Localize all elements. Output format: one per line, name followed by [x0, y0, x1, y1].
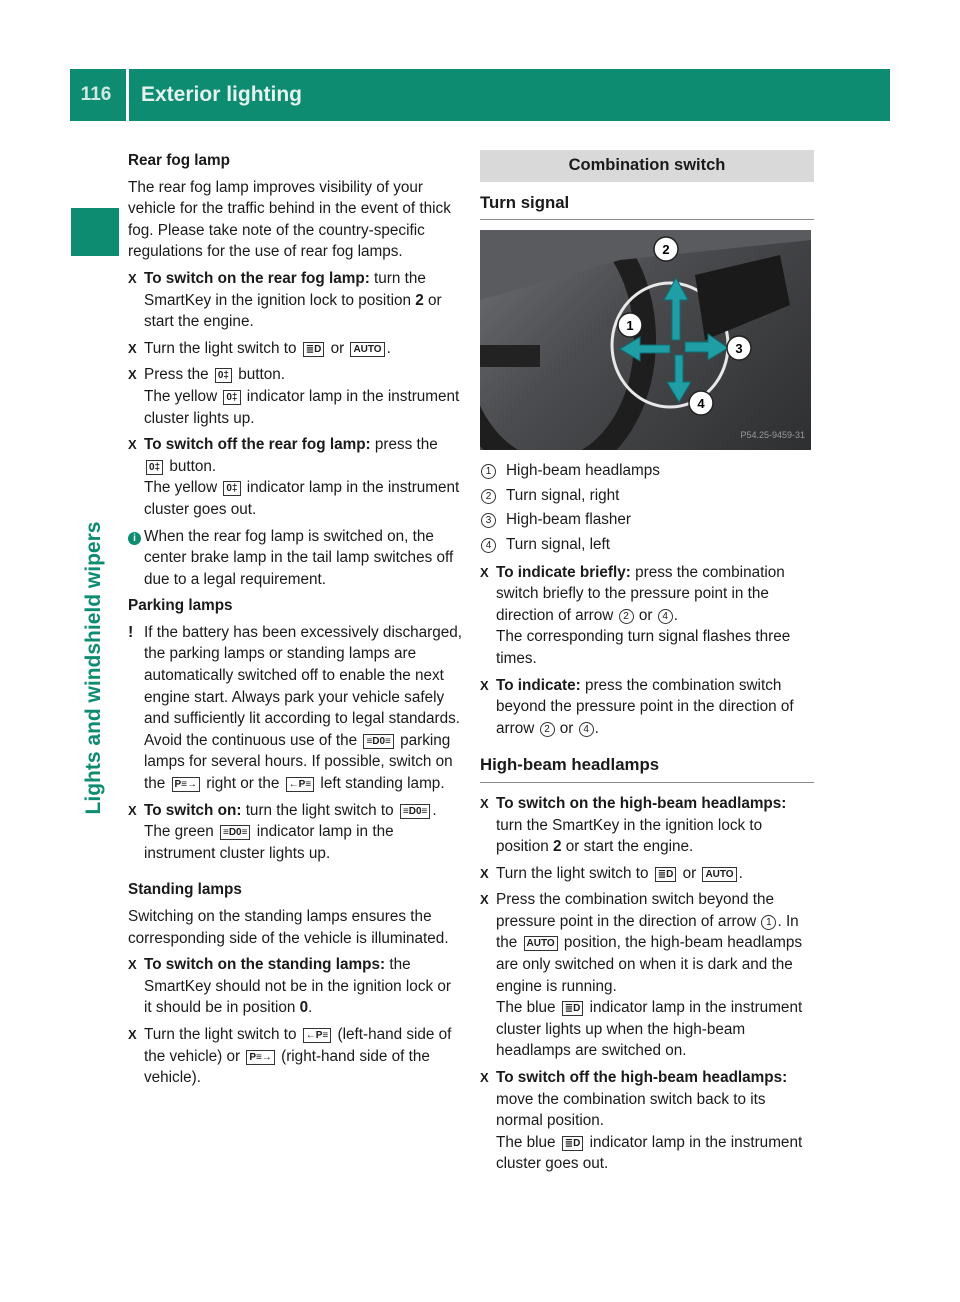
step-marker: X — [128, 270, 137, 286]
combination-switch-photo — [480, 230, 811, 450]
legend-item: 1 High-beam headlamps — [480, 460, 814, 482]
legend-item: 2 Turn signal, right — [480, 485, 814, 507]
combination-switch-illustration — [480, 230, 811, 450]
standing-intro: Switching on the standing lamps ensures the corresponding side of the vehicle is illuminated. — [128, 908, 449, 947]
parking-lamp-icon: ≡D0≡ — [220, 825, 250, 840]
step-marker: X — [480, 892, 489, 908]
standing-heading: Standing lamps — [128, 881, 242, 899]
rear-fog-heading: Rear fog lamp — [128, 152, 230, 169]
side-tab-label: Lights and windshield wipers — [82, 521, 105, 815]
indicate-briefly-step: X To indicate briefly: press the combination switch briefly to the pressure point in the direction of arrow 2 or 4 . The corresponding turn signal flashes three times. — [480, 563, 791, 667]
high-beam-icon: ≣D — [562, 1136, 584, 1151]
rear-fog-step-3: X Press the 0‡ button. The yellow 0‡ indicator lamp in the instrument cluster lights up. — [128, 366, 460, 427]
rear-fog-step-1: X To switch on the rear fog lamp: turn the SmartKey in the ignition lock to position 2 or start the engine. — [128, 269, 442, 331]
legend-item: 3 High-beam flasher — [480, 509, 814, 531]
rear-fog-icon: 0‡ — [223, 390, 240, 405]
left-standing-lamp-icon: ←P≡ — [286, 777, 315, 792]
auto-icon: AUTO — [350, 342, 384, 357]
high-beam-step-1: X To switch on the high-beam headlamps: turn the SmartKey in the ignition lock to position 2 or start the engine. — [480, 794, 787, 856]
parking-lamp-icon: ≡D0≡ — [363, 734, 393, 749]
step-marker: X — [128, 802, 137, 818]
step-marker: X — [480, 564, 489, 580]
combination-switch-section: Combination switch — [480, 150, 814, 182]
parking-step: X To switch on: turn the light switch to ≡D0≡ . The green ≡D0≡ indicator lamp in the instrument cluster lights up. — [128, 801, 437, 862]
rear-fog-icon: 0‡ — [223, 481, 240, 496]
side-tab-marker — [71, 208, 119, 256]
turn-signal-heading: Turn signal — [480, 192, 814, 221]
step-marker: X — [128, 1026, 137, 1042]
high-beam-heading: High-beam headlamps — [480, 754, 814, 783]
rear-fog-step-4: X To switch off the rear fog lamp: press the 0‡ button. The yellow 0‡ indicator lamp in the instrument cluster goes out. — [128, 436, 460, 518]
info-icon: i — [128, 532, 141, 545]
rear-fog-note: i When the rear fog lamp is switched on, the center brake lamp in the tail lamp switches off due to a legal requirement. — [128, 526, 462, 591]
parking-heading: Parking lamps — [128, 597, 233, 615]
page-title: Exterior lighting — [141, 83, 303, 106]
warning-icon: ! — [128, 623, 134, 641]
right-standing-lamp-icon: P≡→ — [172, 777, 201, 792]
rear-fog-icon: 0‡ — [146, 460, 163, 475]
standing-step-2: X Turn the light switch to ←P≡ (left-hand side of the vehicle) or P≡→ (right-hand side of the vehicle). — [128, 1025, 452, 1087]
step-marker: X — [128, 437, 137, 453]
auto-icon: AUTO — [702, 867, 736, 882]
step-marker: X — [128, 367, 137, 383]
callout-1: 1 — [626, 318, 634, 334]
indicate-step: X To indicate: press the combination switch beyond the pressure point in the direction of arrow 2 or 4 . — [480, 676, 794, 737]
step-marker: X — [480, 677, 489, 693]
high-beam-icon: ≣D — [562, 1001, 584, 1016]
parking-lamp-icon: ≡D0≡ — [400, 804, 430, 819]
right-standing-lamp-icon: P≡→ — [246, 1050, 275, 1065]
callout-2: 2 — [662, 242, 670, 258]
low-beam-icon: ≣D — [303, 342, 325, 357]
left-column — [128, 150, 462, 1094]
right-column — [480, 150, 814, 1180]
step-marker: X — [480, 865, 489, 881]
page-number: 116 — [80, 84, 112, 105]
header-separator — [126, 69, 129, 121]
photo-code: P54.25-9459-31 — [740, 429, 805, 440]
step-marker: X — [480, 795, 489, 811]
rear-fog-step-2: X Turn the light switch to ≣D or AUTO . — [128, 338, 462, 360]
callout-4: 4 — [697, 396, 705, 412]
high-beam-step-3: X Press the combination switch beyond the pressure point in the direction of arrow 1 . In the AUTO position, the high-beam headlamps are only switched on when it is dark and the engine is running. The blue ≣D indicator lamp in the instrument cluster lights up when the high-beam headlamps are switched on. — [480, 891, 803, 1060]
low-beam-icon: ≣D — [655, 867, 677, 882]
high-beam-step-2: X Turn the light switch to ≣D or AUTO . — [480, 863, 814, 885]
step-marker: X — [128, 957, 137, 973]
auto-icon: AUTO — [524, 936, 558, 951]
step-marker: X — [128, 340, 137, 356]
high-beam-step-4: X To switch off the high-beam headlamps: move the combination switch back to its normal position. The blue ≣D indicator lamp in the instrument cluster goes out. — [480, 1069, 803, 1173]
callout-3: 3 — [735, 341, 743, 357]
standing-step-1: X To switch on the standing lamps: the SmartKey should not be in the ignition lock or it should be in position 0. — [128, 956, 451, 1017]
parking-warning: ! If the battery has been excessively discharged, the parking lamps or standing lamps are automatically switched off to enable the next engine start. Always park your vehicle safely and sufficiently lit according to legal standards. Avoid the continuous use of the ≡D0≡ parking lamps for several hours. If possible, switch on the P≡→ right or the ←P≡ left standing lamp. — [128, 623, 463, 793]
legend-item: 4 Turn signal, left — [480, 534, 814, 556]
rear-fog-icon: 0‡ — [215, 368, 232, 383]
step-marker: X — [480, 1070, 489, 1086]
rear-fog-intro: The rear fog lamp improves visibility of your vehicle for the traffic behind in the event of thick fog. Please take note of the country-specific regulations for the use of rear fog lamps. — [128, 178, 451, 261]
left-standing-lamp-icon: ←P≡ — [303, 1028, 332, 1043]
